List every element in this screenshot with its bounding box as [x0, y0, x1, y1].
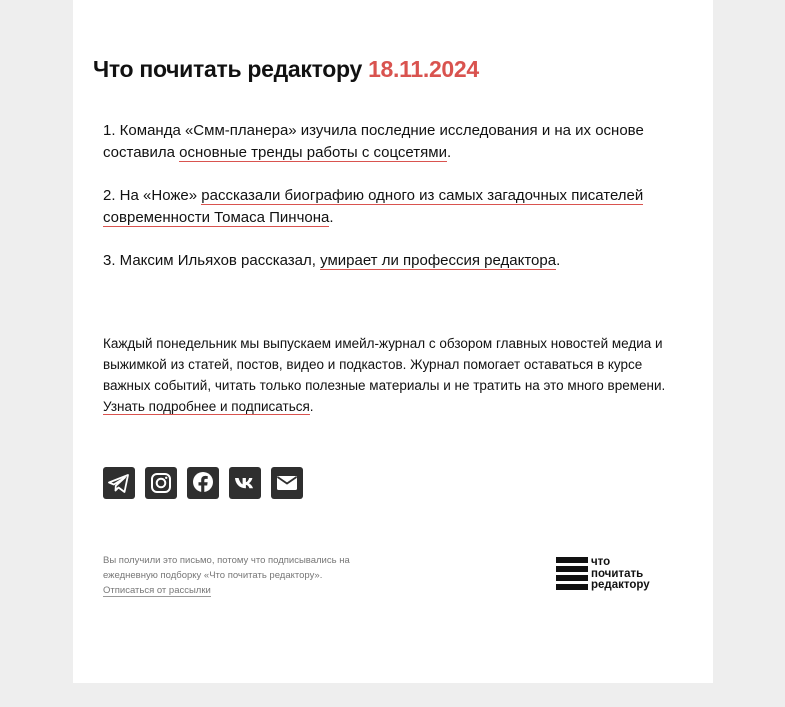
facebook-icon[interactable] [187, 467, 219, 499]
brand-logo[interactable] [556, 557, 650, 592]
news-item [103, 250, 693, 272]
news-item-suffix: . [329, 209, 334, 226]
footer-text: Вы получили это письмо, потому что подписывались на ежедневную подборку «Что почитать редактору». [103, 555, 350, 581]
social-links [103, 467, 303, 499]
news-item-text: 1. Команда «Смм-планера» изучила последние исследования и на их основе составила [103, 122, 644, 161]
news-item-text: 2. На «Ноже» [103, 187, 202, 204]
unsubscribe-link[interactable]: Отписаться от рассылки [103, 585, 211, 596]
about-body: Каждый понедельник мы выпускаем имейл-журнал с обзором главных новостей медиа и выжимкой из статей, постов, видео и подкастов. Журнал помогает оставаться в курсе важных событий, читать только полезные материалы и не тратить на это много времени. [103, 336, 666, 393]
news-item [103, 120, 693, 164]
about-text [103, 333, 693, 417]
news-item-text: 3. Максим Ильяхов рассказал, [103, 252, 321, 269]
news-list [103, 120, 693, 293]
telegram-icon[interactable] [103, 467, 135, 499]
page-title [93, 56, 479, 83]
mail-icon[interactable] [271, 467, 303, 499]
news-item-suffix: . [446, 144, 452, 161]
vk-icon[interactable] [229, 467, 261, 499]
news-item [103, 185, 693, 229]
title-text: Что почитать редактору [93, 56, 362, 82]
logo-bars-icon [556, 557, 588, 590]
news-item-link[interactable]: умирает ли профессия редактора [320, 252, 557, 269]
news-item-link[interactable]: основные тренды работы с соцсетями [179, 144, 447, 161]
footer-note [103, 553, 403, 598]
logo-line: почитать [591, 567, 644, 580]
subscribe-link[interactable]: Узнать подробнее и подписаться [103, 399, 310, 414]
logo-line: что [591, 556, 611, 568]
about-suffix: . [309, 399, 314, 414]
email-card [73, 0, 713, 683]
news-item-suffix: . [556, 252, 561, 269]
news-item-link[interactable]: рассказали биографию одного из самых загадочных писателей современности Томаса Пинчона [103, 187, 644, 226]
instagram-icon[interactable] [145, 467, 177, 499]
logo-text [591, 557, 650, 592]
logo-line: редактору [591, 579, 650, 591]
title-date: 18.11.2024 [368, 56, 479, 82]
